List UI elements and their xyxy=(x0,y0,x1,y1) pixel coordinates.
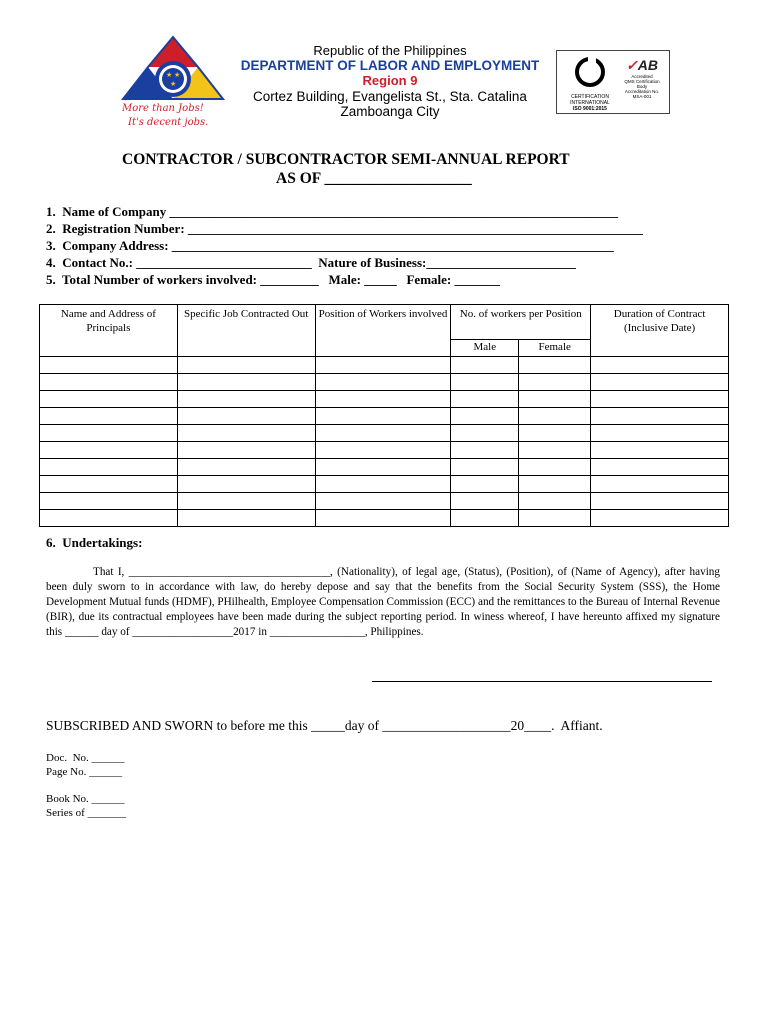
table-row[interactable] xyxy=(40,357,729,374)
table-row[interactable] xyxy=(40,374,729,391)
logo-tagline-2: It's decent jobs. xyxy=(128,117,209,128)
dole-logo xyxy=(118,33,228,135)
report-title: CONTRACTOR / SUBCONTRACTOR SEMI-ANNUAL REPORT xyxy=(122,151,570,168)
ab-mark: ✓AB xyxy=(626,57,658,73)
table-row[interactable] xyxy=(40,408,729,425)
field-registration-number[interactable]: 2. Registration Number: ______________________________________________________________________ xyxy=(46,221,643,236)
certification-box xyxy=(556,50,670,114)
notary-series: Series of _______ xyxy=(46,807,127,819)
col-header-job: Specific Job Contracted Out xyxy=(177,305,315,357)
table-row[interactable] xyxy=(40,425,729,442)
notary-doc-no: Doc. No. ______ xyxy=(46,752,125,764)
subscribed-sworn: SUBSCRIBED AND SWORN to before me this _____day of ___________________20____. Affiant. xyxy=(46,718,603,733)
table-row[interactable] xyxy=(40,391,729,408)
svg-text:★: ★ xyxy=(174,71,181,79)
field-contact-nature[interactable]: 4. Contact No.: ___________________________ Nature of Business:_______________________ xyxy=(46,255,576,270)
field-total-workers[interactable]: 5. Total Number of workers involved: _________ Male: _____ Female: _______ xyxy=(46,272,500,287)
undertakings-paragraph: That I, ____________________________________, (Nationality), of legal age, (Status), (Position), of (Name of Agency), after having been duly sworn to in accordance with law, do hereby depose and say that the benefits from the Social Security System (SSS), the Home Development Mutual funds (HDMF), PHilhealth, Employee Compensation Commission (ECC) and the remittances to the Bureau of Internal Revenue (BIR), due its contractual employees have been made during the subject reporting period. In winess whereof, I have hereunto affixed my signature this ______ day of __________________2017 in _________________, Philippines. xyxy=(46,566,720,638)
table-row[interactable] xyxy=(40,459,729,476)
signature-line[interactable] xyxy=(372,681,712,682)
report-as-of: AS OF ___________________ xyxy=(276,170,472,187)
region-label: Region 9 xyxy=(362,73,418,88)
undertakings-heading: 6. Undertakings: xyxy=(46,535,143,550)
address-line-2: Zamboanga City xyxy=(340,104,440,119)
table-row[interactable] xyxy=(40,476,729,493)
cert-ring-icon xyxy=(573,55,607,89)
svg-text:★: ★ xyxy=(170,80,177,88)
col-header-workers: No. of workers per Position xyxy=(451,305,591,340)
ab-logo: ✓AB Accredited QMS Certification Body Accreditation No. MSA-001 xyxy=(619,57,665,99)
principals-table xyxy=(39,304,729,527)
republic-line: Republic of the Philippines xyxy=(313,43,467,58)
col-header-female: Female xyxy=(519,340,591,357)
col-header-male: Male xyxy=(451,340,519,357)
col-header-position: Position of Workers involved xyxy=(315,305,451,357)
check-icon: ✓ xyxy=(626,57,638,73)
logo-tagline-1: More than Jobs! xyxy=(122,103,204,114)
department-name: DEPARTMENT OF LABOR AND EMPLOYMENT xyxy=(240,58,540,73)
col-header-principals: Name and Address of Principals xyxy=(40,305,178,357)
table-row[interactable] xyxy=(40,510,729,527)
notary-page-no: Page No. ______ xyxy=(46,766,123,778)
field-company-name[interactable]: 1. Name of Company _____________________________________________________________________ xyxy=(46,204,618,219)
col-header-duration: Duration of Contract (Inclusive Date) xyxy=(591,305,729,357)
notary-book-no: Book No. ______ xyxy=(46,793,125,805)
table-row[interactable] xyxy=(40,442,729,459)
table-row[interactable] xyxy=(40,493,729,510)
svg-text:★: ★ xyxy=(166,71,173,79)
iso-logo: CERTIFICATION INTERNATIONAL ISO 9001:2015 xyxy=(565,55,615,111)
address-line-1: Cortez Building, Evangelista St., Sta. Catalina xyxy=(253,89,527,104)
field-company-address[interactable]: 3. Company Address: ____________________________________________________________________ xyxy=(46,238,614,253)
